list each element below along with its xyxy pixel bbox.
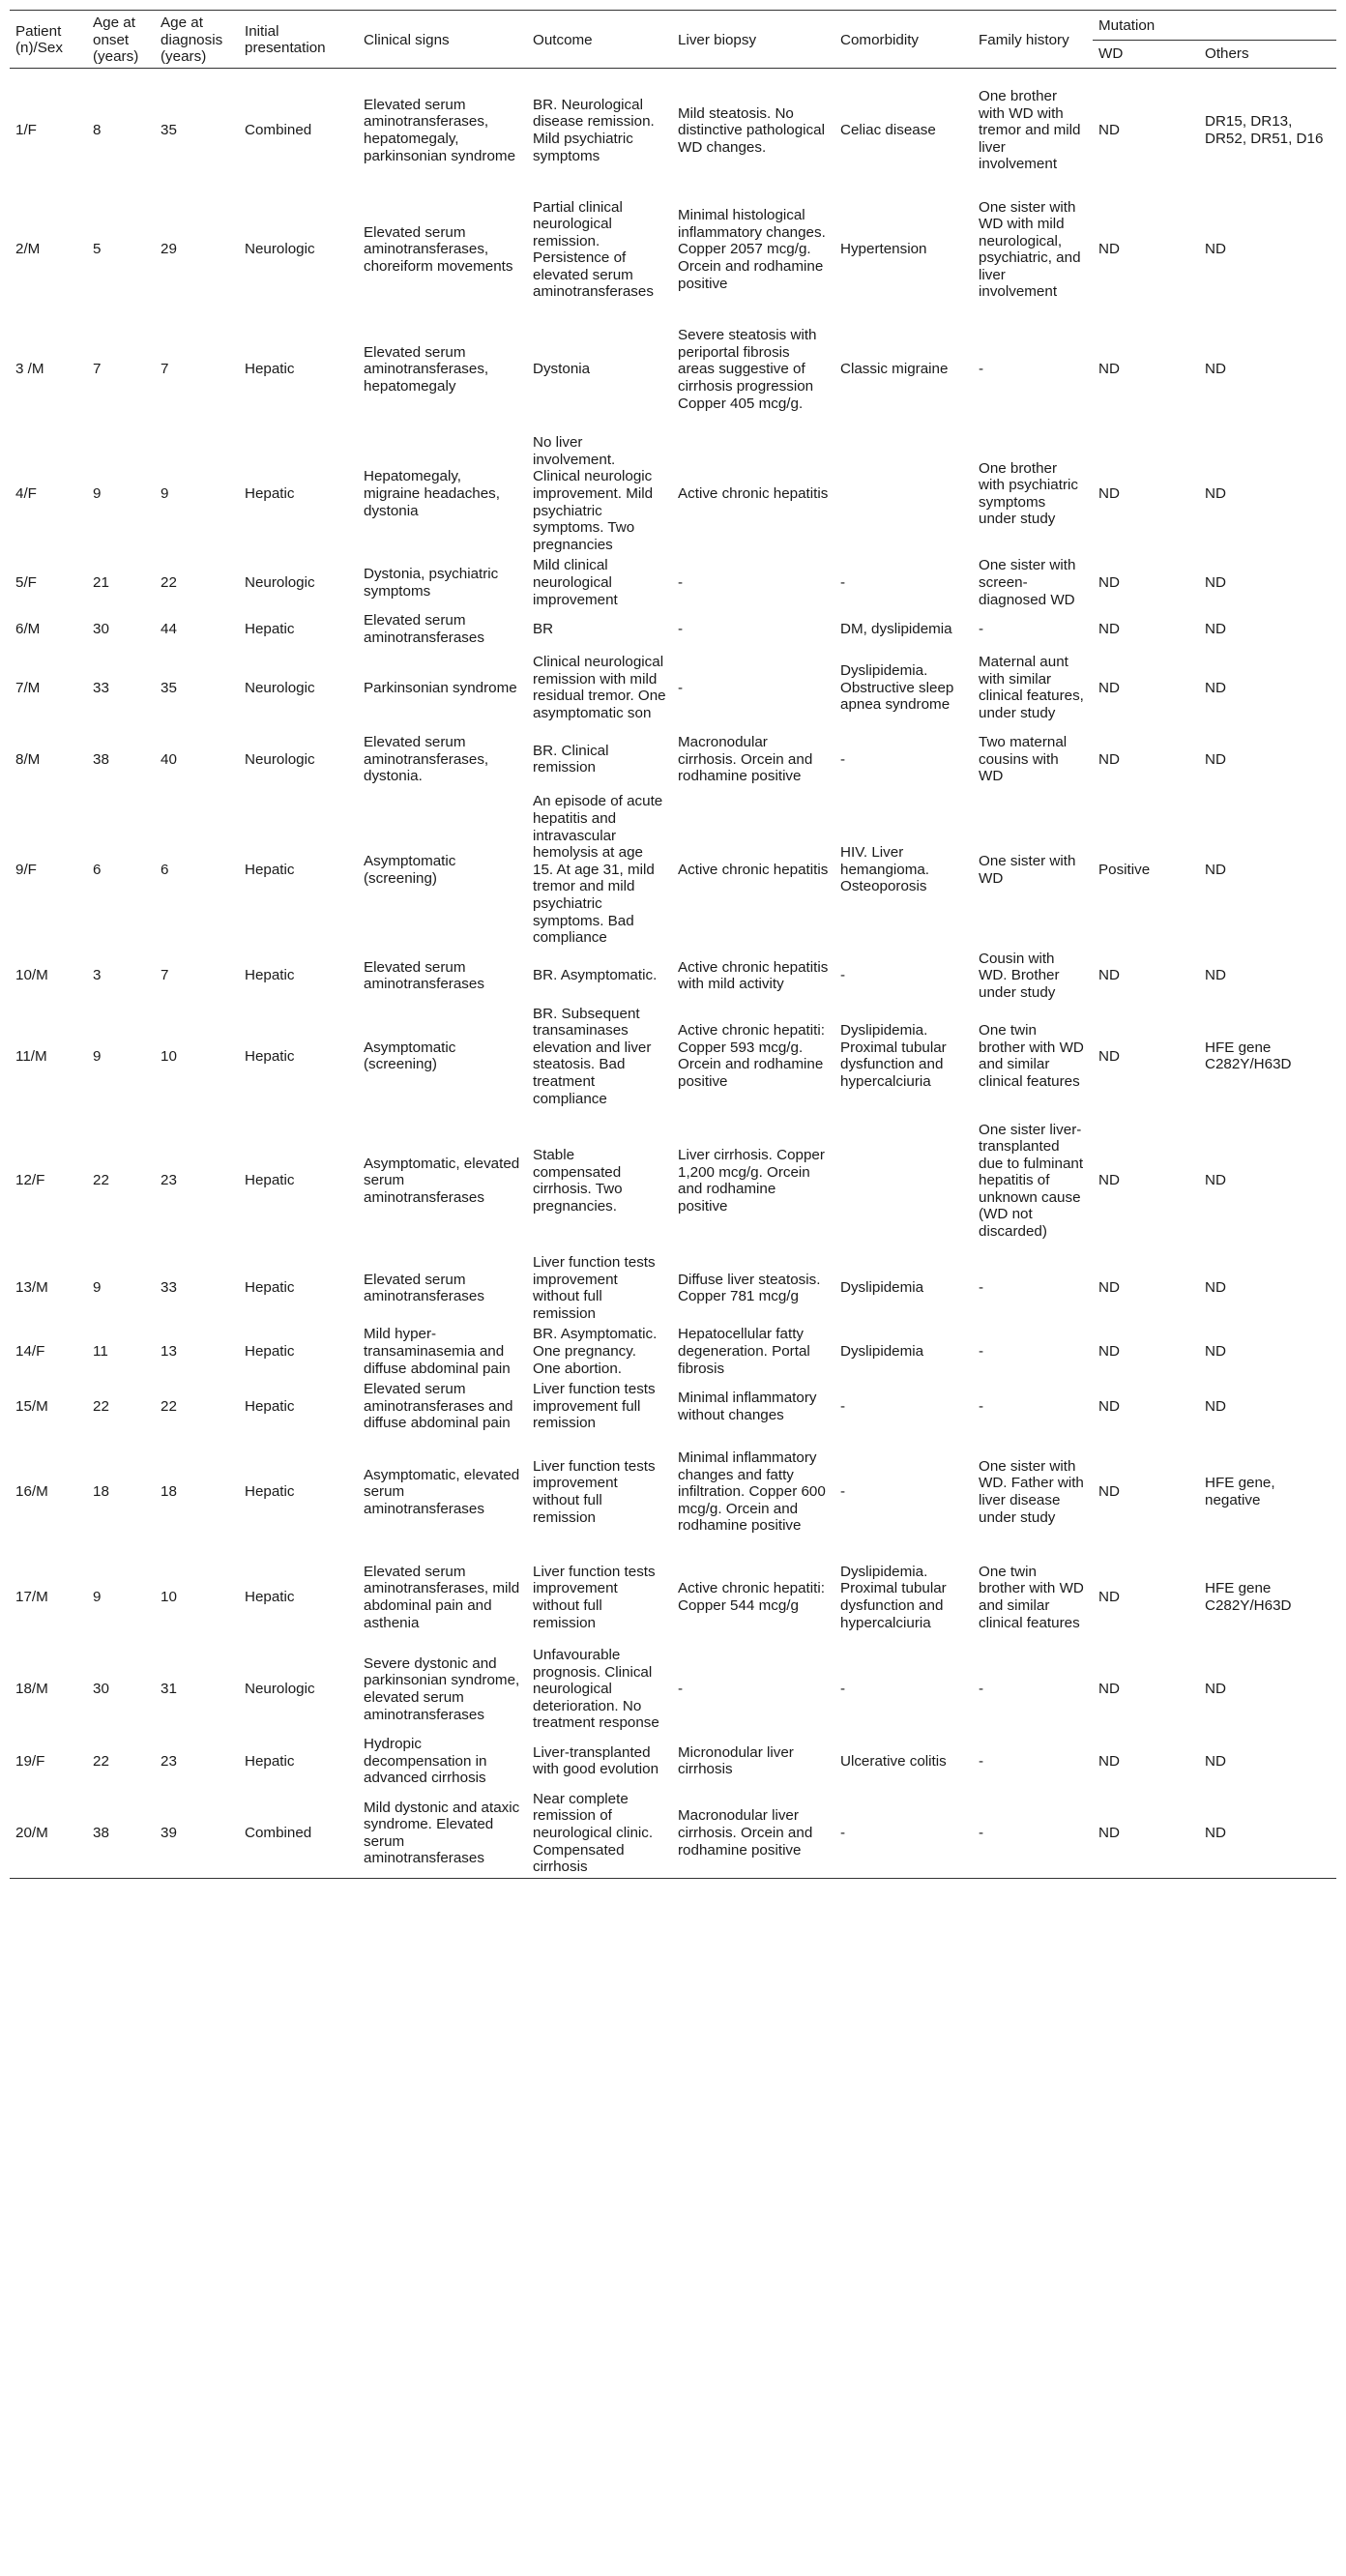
cell-age-diagnosis: 35 bbox=[161, 122, 177, 139]
cell-comorbidity: Dyslipidemia bbox=[840, 1343, 924, 1361]
cell-outcome: Dystonia bbox=[533, 361, 591, 378]
cell-family-history: - bbox=[979, 1279, 984, 1297]
table-row bbox=[10, 610, 1336, 648]
cell-mutation-wd: ND bbox=[1093, 1789, 1199, 1878]
table-row bbox=[10, 555, 1336, 610]
cell-comorbidity: - bbox=[840, 574, 846, 592]
cell-outcome: An episode of acute hepatitis and intravascular hemolysis at age 15. At age 31, mild tremor and mild psychiatric symptoms. Bad compliance bbox=[533, 793, 663, 947]
cell-clinical-signs: Asymptomatic (screening) bbox=[364, 852, 456, 887]
cell-outcome: Liver function tests improvement without full remission bbox=[533, 1254, 656, 1322]
cell-mutation-others: DR15, DR13, DR52, DR51, D16 bbox=[1205, 113, 1324, 148]
cell-clinical-signs: Elevated serum aminotransferases and diffuse abdominal pain bbox=[364, 1381, 513, 1432]
cell-clinical-signs: Parkinsonian syndrome bbox=[364, 679, 517, 696]
cell-age-diagnosis: 13 bbox=[161, 1343, 177, 1361]
cell-mutation-others: ND bbox=[1205, 1279, 1226, 1297]
cell-initial-presentation: Hepatic bbox=[245, 1589, 295, 1606]
patient-table bbox=[10, 10, 1336, 1879]
cell-mutation-others: ND bbox=[1205, 241, 1226, 258]
cell-mutation-others: HFE gene C282Y/H63D bbox=[1205, 1039, 1292, 1073]
cell-age-diagnosis: 10 bbox=[161, 1589, 177, 1606]
cell-liver-biopsy: Macronodular cirrhosis. Orcein and rodhamine positive bbox=[678, 734, 813, 785]
header-comorbidity: Comorbidity bbox=[834, 11, 973, 69]
cell-age-onset: 6 bbox=[93, 861, 102, 878]
cell-mutation-others: ND bbox=[1205, 967, 1226, 984]
cell-age-onset: 9 bbox=[93, 485, 102, 503]
cell-mutation-wd: ND bbox=[1098, 1681, 1120, 1698]
cell-patient: 3 /M bbox=[15, 361, 44, 378]
cell-patient: 15/M bbox=[15, 1397, 48, 1415]
cell-initial-presentation: Hepatic bbox=[245, 361, 295, 378]
cell-family-history: Two maternal cousins with WD bbox=[979, 734, 1068, 785]
table-row bbox=[10, 68, 1336, 192]
cell-clinical-signs: Elevated serum aminotransferases, mild abdominal pain and asthenia bbox=[364, 1563, 520, 1631]
cell-liver-biopsy: - bbox=[678, 1681, 684, 1698]
cell-age-diagnosis: 39 bbox=[155, 1789, 239, 1878]
cell-initial-presentation: Hepatic bbox=[245, 1047, 295, 1065]
cell-mutation-wd: ND bbox=[1098, 1047, 1120, 1065]
cell-mutation-wd: ND bbox=[1098, 621, 1120, 638]
cell-comorbidity: Dyslipidemia. Obstructive sleep apnea syndrome bbox=[840, 662, 954, 714]
cell-outcome: Near complete remission of neurological clinic. Compensated cirrhosis bbox=[527, 1789, 672, 1878]
cell-family-history: One sister with WD. Father with liver disease under study bbox=[979, 1457, 1084, 1526]
cell-family-history: One sister liver-transplanted due to fulminant hepatitis of unknown cause (WD not discarded) bbox=[979, 1121, 1084, 1241]
cell-liver-biopsy: Macronodular liver cirrhosis. Orcein and rodhamine positive bbox=[672, 1789, 834, 1878]
cell-age-diagnosis: 23 bbox=[161, 1172, 177, 1189]
table-row bbox=[10, 1252, 1336, 1324]
cell-comorbidity: - bbox=[840, 1397, 846, 1415]
cell-age-onset: 22 bbox=[93, 1397, 109, 1415]
cell-age-diagnosis: 31 bbox=[161, 1681, 177, 1698]
cell-patient: 17/M bbox=[15, 1589, 48, 1606]
cell-mutation-others: ND bbox=[1205, 621, 1226, 638]
cell-clinical-signs: Mild hyper-transaminasemia and diffuse abdominal pain bbox=[364, 1326, 511, 1377]
cell-age-diagnosis: 40 bbox=[161, 750, 177, 768]
cell-age-diagnosis: 23 bbox=[161, 1752, 177, 1770]
cell-mutation-others: HFE gene, negative bbox=[1205, 1475, 1275, 1509]
cell-outcome: Partial clinical neurological remission. Persistence of elevated serum aminotransferases bbox=[533, 198, 654, 301]
cell-patient: 4/F bbox=[15, 485, 37, 503]
cell-outcome: Stable compensated cirrhosis. Two pregnancies. bbox=[533, 1146, 623, 1215]
header-outcome: Outcome bbox=[527, 11, 672, 69]
cell-initial-presentation: Neurologic bbox=[245, 241, 315, 258]
table-body bbox=[10, 68, 1336, 1878]
table-row bbox=[10, 192, 1336, 307]
cell-mutation-wd: ND bbox=[1098, 1397, 1120, 1415]
cell-mutation-wd: ND bbox=[1098, 361, 1120, 378]
cell-age-onset: 30 bbox=[93, 1681, 109, 1698]
cell-liver-biopsy: Active chronic hepatiti: Copper 593 mcg/g. Orcein and rodhamine positive bbox=[678, 1022, 825, 1090]
cell-mutation-wd: ND bbox=[1098, 1343, 1120, 1361]
cell-age-onset: 9 bbox=[93, 1589, 102, 1606]
cell-outcome: BR. Clinical remission bbox=[533, 742, 609, 776]
cell-age-onset: 8 bbox=[93, 122, 102, 139]
cell-family-history: - bbox=[979, 1343, 984, 1361]
cell-age-onset: 22 bbox=[93, 1172, 109, 1189]
cell-age-onset: 7 bbox=[93, 361, 102, 378]
cell-liver-biopsy: Active chronic hepatitis bbox=[678, 861, 829, 878]
cell-age-onset: 5 bbox=[93, 241, 102, 258]
cell-mutation-others: HFE gene C282Y/H63D bbox=[1205, 1580, 1292, 1615]
cell-patient: 11/M bbox=[15, 1047, 47, 1065]
cell-age-diagnosis: 22 bbox=[161, 574, 177, 592]
cell-clinical-signs: Severe dystonic and parkinsonian syndrome, elevated serum aminotransferases bbox=[364, 1654, 520, 1723]
table-row bbox=[10, 791, 1336, 948]
cell-age-onset: 11 bbox=[93, 1343, 108, 1361]
cell-patient: 14/F bbox=[15, 1343, 45, 1361]
cell-patient: 9/F bbox=[15, 861, 37, 878]
cell-patient: 5/F bbox=[15, 574, 37, 592]
header-liver-biopsy: Liver biopsy bbox=[672, 11, 834, 69]
cell-outcome: No liver involvement. Clinical neurologic improvement. Mild psychiatric symptoms. Two pregnancies bbox=[533, 434, 654, 553]
cell-patient: 19/F bbox=[15, 1752, 45, 1770]
cell-outcome: BR. Asymptomatic. bbox=[533, 967, 658, 984]
cell-initial-presentation: Neurologic bbox=[245, 750, 315, 768]
cell-age-diagnosis: 7 bbox=[161, 967, 169, 984]
table-row bbox=[10, 648, 1336, 727]
cell-comorbidity bbox=[834, 432, 973, 555]
cell-age-onset: 30 bbox=[93, 621, 109, 638]
cell-patient: 16/M bbox=[15, 1483, 48, 1501]
cell-clinical-signs: Asymptomatic, elevated serum aminotransferases bbox=[364, 1155, 520, 1206]
cell-mutation-wd: Positive bbox=[1098, 861, 1151, 878]
cell-mutation-wd: ND bbox=[1098, 1172, 1120, 1189]
cell-outcome: Clinical neurological remission with mild residual tremor. One asymptomatic son bbox=[533, 654, 666, 721]
cell-outcome: Liver function tests improvement without full remission bbox=[533, 1457, 656, 1526]
cell-initial-presentation: Neurologic bbox=[245, 1681, 315, 1698]
cell-mutation-wd: ND bbox=[1098, 122, 1120, 139]
cell-liver-biopsy: Minimal inflammatory without changes bbox=[678, 1390, 817, 1423]
cell-family-history: One twin brother with WD and similar clinical features bbox=[979, 1563, 1084, 1631]
cell-mutation-others: ND bbox=[1205, 1752, 1226, 1770]
cell-comorbidity: Celiac disease bbox=[840, 122, 936, 139]
cell-family-history: Maternal aunt with similar clinical features, under study bbox=[979, 654, 1084, 721]
table-row bbox=[10, 1379, 1336, 1434]
cell-liver-biopsy: Liver cirrhosis. Copper 1,200 mcg/g. Orcein and rodhamine positive bbox=[678, 1146, 825, 1215]
header-age-diagnosis: Age at diagnosis (years) bbox=[155, 11, 239, 69]
cell-age-onset: 38 bbox=[93, 750, 109, 768]
cell-clinical-signs: Hydropic decompensation in advanced cirrhosis bbox=[364, 1736, 487, 1787]
cell-comorbidity: Dyslipidemia. Proximal tubular dysfunction and hypercalciuria bbox=[840, 1563, 947, 1631]
cell-patient: 13/M bbox=[15, 1279, 48, 1297]
cell-outcome: Liver-transplanted with good evolution bbox=[533, 1743, 659, 1778]
cell-comorbidity: Hypertension bbox=[840, 241, 927, 258]
cell-comorbidity: - bbox=[840, 1483, 846, 1501]
table-row bbox=[10, 949, 1336, 1004]
cell-liver-biopsy: Mild steatosis. No distinctive pathological WD changes. bbox=[678, 104, 825, 156]
cell-age-diagnosis: 22 bbox=[161, 1397, 177, 1415]
cell-patient: 20/M bbox=[10, 1789, 87, 1878]
cell-comorbidity: HIV. Liver hemangioma. Osteoporosis bbox=[840, 844, 930, 895]
header-patient: Patient (n)/Sex bbox=[10, 11, 87, 69]
table-row bbox=[10, 1645, 1336, 1734]
cell-clinical-signs: Elevated serum aminotransferases, hepatomegaly bbox=[364, 343, 489, 395]
header-others: Others bbox=[1199, 41, 1336, 69]
cell-liver-biopsy: - bbox=[678, 679, 684, 696]
cell-mutation-wd: ND bbox=[1098, 679, 1120, 696]
cell-age-onset: 9 bbox=[93, 1047, 102, 1065]
cell-liver-biopsy: Micronodular liver cirrhosis bbox=[678, 1743, 794, 1778]
cell-initial-presentation: Combined bbox=[239, 1789, 358, 1878]
cell-age-onset: 18 bbox=[93, 1483, 109, 1501]
cell-initial-presentation: Hepatic bbox=[245, 621, 295, 638]
cell-age-diagnosis: 44 bbox=[161, 621, 177, 638]
cell-clinical-signs: Dystonia, psychiatric symptoms bbox=[364, 566, 499, 600]
cell-liver-biopsy: Minimal histological inflammatory changes. Copper 2057 mcg/g. Orcein and rodhamine positive bbox=[678, 207, 826, 292]
cell-comorbidity: Dyslipidemia bbox=[840, 1279, 924, 1297]
cell-initial-presentation: Hepatic bbox=[245, 1397, 295, 1415]
cell-age-diagnosis: 35 bbox=[161, 679, 177, 696]
cell-mutation-others: ND bbox=[1199, 1789, 1336, 1878]
cell-patient: 2/M bbox=[15, 241, 41, 258]
cell-liver-biopsy: Active chronic hepatitis bbox=[678, 485, 829, 503]
cell-age-onset: 3 bbox=[93, 967, 102, 984]
cell-family-history: One brother with psychiatric symptoms under study bbox=[979, 459, 1078, 528]
cell-mutation-others: ND bbox=[1205, 574, 1226, 592]
cell-initial-presentation: Hepatic bbox=[245, 1343, 295, 1361]
cell-liver-biopsy: - bbox=[678, 621, 684, 638]
cell-clinical-signs: Elevated serum aminotransferases, choreiform movements bbox=[364, 223, 513, 276]
cell-outcome: BR bbox=[533, 621, 554, 638]
cell-comorbidity: - bbox=[840, 750, 846, 768]
cell-mutation-wd: ND bbox=[1098, 1279, 1120, 1297]
table-row bbox=[10, 727, 1336, 791]
cell-age-onset: 9 bbox=[93, 1279, 102, 1297]
cell-initial-presentation: Hepatic bbox=[245, 1279, 295, 1297]
cell-age-diagnosis: 18 bbox=[161, 1483, 177, 1501]
cell-comorbidity: - bbox=[840, 967, 846, 984]
cell-patient: 1/F bbox=[15, 122, 37, 139]
cell-outcome: BR. Asymptomatic. One pregnancy. One abortion. bbox=[533, 1326, 658, 1377]
cell-patient: 18/M bbox=[15, 1681, 48, 1698]
table-header bbox=[10, 11, 1336, 69]
cell-mutation-others: ND bbox=[1205, 861, 1226, 878]
table-row bbox=[10, 1789, 1336, 1878]
cell-patient: 12/F bbox=[15, 1172, 45, 1189]
table-row bbox=[10, 1434, 1336, 1550]
cell-family-history: - bbox=[973, 1789, 1093, 1878]
table-row bbox=[10, 1324, 1336, 1379]
cell-liver-biopsy: Hepatocellular fatty degeneration. Portal fibrosis bbox=[678, 1326, 810, 1377]
cell-mutation-wd: ND bbox=[1098, 1589, 1120, 1606]
cell-comorbidity bbox=[834, 1109, 973, 1252]
cell-clinical-signs: Elevated serum aminotransferases, hepatomegaly, parkinsonian syndrome bbox=[364, 96, 516, 164]
cell-initial-presentation: Hepatic bbox=[245, 861, 295, 878]
cell-age-diagnosis: 33 bbox=[161, 1279, 177, 1297]
cell-initial-presentation: Hepatic bbox=[245, 967, 295, 984]
cell-initial-presentation: Neurologic bbox=[245, 574, 315, 592]
cell-family-history: - bbox=[979, 361, 984, 378]
cell-clinical-signs: Asymptomatic, elevated serum aminotransferases bbox=[364, 1466, 520, 1517]
cell-mutation-others: ND bbox=[1205, 750, 1226, 768]
table-row bbox=[10, 432, 1336, 555]
cell-comorbidity: - bbox=[840, 1681, 846, 1698]
cell-clinical-signs: Asymptomatic (screening) bbox=[364, 1039, 456, 1073]
cell-mutation-wd: ND bbox=[1098, 1752, 1120, 1770]
cell-initial-presentation: Hepatic bbox=[245, 1483, 295, 1501]
cell-mutation-others: ND bbox=[1205, 485, 1226, 503]
cell-mutation-others: ND bbox=[1205, 361, 1226, 378]
cell-clinical-signs: Elevated serum aminotransferases bbox=[364, 612, 484, 646]
cell-family-history: One twin brother with WD and similar clinical features bbox=[979, 1022, 1084, 1090]
cell-initial-presentation: Combined bbox=[245, 122, 312, 139]
header-initial-presentation: Initial presentation bbox=[239, 11, 358, 69]
cell-outcome: BR. Subsequent transaminases elevation and liver steatosis. Bad treatment compliance bbox=[533, 1005, 652, 1107]
cell-family-history: - bbox=[979, 621, 984, 638]
cell-clinical-signs: Elevated serum aminotransferases bbox=[364, 1271, 484, 1305]
cell-comorbidity: - bbox=[834, 1789, 973, 1878]
header-clinical-signs: Clinical signs bbox=[358, 11, 527, 69]
cell-family-history: - bbox=[979, 1397, 984, 1415]
cell-comorbidity: Classic migraine bbox=[840, 361, 949, 378]
cell-clinical-signs: Mild dystonic and ataxic syndrome. Elevated serum aminotransferases bbox=[358, 1789, 527, 1878]
table-row bbox=[10, 1109, 1336, 1252]
cell-age-onset: 21 bbox=[93, 574, 109, 592]
cell-age-diagnosis: 29 bbox=[161, 241, 177, 258]
cell-patient: 7/M bbox=[15, 679, 41, 696]
cell-age-onset: 38 bbox=[87, 1789, 155, 1878]
cell-liver-biopsy: Diffuse liver steatosis. Copper 781 mcg/g bbox=[678, 1271, 821, 1305]
cell-mutation-wd: ND bbox=[1098, 1483, 1120, 1501]
cell-outcome: BR. Neurological disease remission. Mild psychiatric symptoms bbox=[533, 96, 655, 164]
cell-family-history: One sister with screen-diagnosed WD bbox=[979, 557, 1076, 608]
cell-age-onset: 22 bbox=[93, 1752, 109, 1770]
cell-family-history: Cousin with WD. Brother under study bbox=[979, 950, 1060, 1001]
cell-family-history: - bbox=[979, 1752, 984, 1770]
cell-outcome: Liver function tests improvement full remission bbox=[533, 1381, 656, 1432]
cell-mutation-wd: ND bbox=[1098, 574, 1120, 592]
cell-outcome: Unfavourable prognosis. Clinical neurological deterioration. No treatment response bbox=[533, 1647, 659, 1732]
cell-outcome: Mild clinical neurological improvement bbox=[533, 557, 618, 608]
cell-age-diagnosis: 10 bbox=[161, 1047, 177, 1065]
table-row bbox=[10, 1550, 1336, 1645]
cell-family-history: One sister with WD with mild neurological, psychiatric, and liver involvement bbox=[979, 198, 1081, 301]
cell-patient: 6/M bbox=[15, 621, 41, 638]
cell-family-history: One brother with WD with tremor and mild liver involvement bbox=[979, 88, 1081, 173]
cell-comorbidity: Ulcerative colitis bbox=[840, 1752, 947, 1770]
header-row-1 bbox=[10, 11, 1336, 41]
cell-family-history: One sister with WD bbox=[979, 852, 1076, 887]
cell-clinical-signs: Elevated serum aminotransferases, dystonia. bbox=[364, 734, 489, 785]
cell-mutation-others: ND bbox=[1205, 1172, 1226, 1189]
cell-initial-presentation: Hepatic bbox=[245, 1752, 295, 1770]
cell-liver-biopsy: Severe steatosis with periportal fibrosis areas suggestive of cirrhosis progression Copper 405 mcg/g. bbox=[678, 327, 817, 412]
cell-clinical-signs: Hepatomegaly, migraine headaches, dystonia bbox=[364, 468, 500, 519]
cell-mutation-others: ND bbox=[1205, 1343, 1226, 1361]
cell-age-onset: 33 bbox=[93, 679, 109, 696]
table-row bbox=[10, 1734, 1336, 1789]
table-row bbox=[10, 1004, 1336, 1110]
cell-liver-biopsy: - bbox=[678, 574, 684, 592]
cell-family-history: - bbox=[979, 1681, 984, 1698]
cell-mutation-wd: ND bbox=[1098, 241, 1120, 258]
cell-comorbidity: Dyslipidemia. Proximal tubular dysfunction and hypercalciuria bbox=[840, 1022, 947, 1090]
header-age-onset: Age at onset (years) bbox=[87, 11, 155, 69]
cell-initial-presentation: Hepatic bbox=[245, 485, 295, 503]
cell-mutation-wd: ND bbox=[1098, 967, 1120, 984]
header-family-history: Family history bbox=[973, 11, 1093, 69]
cell-liver-biopsy: Active chronic hepatiti: Copper 544 mcg/g bbox=[678, 1580, 825, 1615]
cell-age-diagnosis: 6 bbox=[161, 861, 169, 878]
cell-initial-presentation: Hepatic bbox=[245, 1172, 295, 1189]
cell-mutation-wd: ND bbox=[1098, 750, 1120, 768]
cell-liver-biopsy: Active chronic hepatitis with mild activity bbox=[678, 958, 829, 993]
cell-comorbidity: DM, dyslipidemia bbox=[840, 621, 952, 638]
cell-age-diagnosis: 7 bbox=[161, 361, 169, 378]
cell-initial-presentation: Neurologic bbox=[245, 679, 315, 696]
cell-patient: 8/M bbox=[15, 750, 41, 768]
cell-mutation-others: ND bbox=[1205, 1681, 1226, 1698]
cell-mutation-wd: ND bbox=[1098, 485, 1120, 503]
cell-mutation-others: ND bbox=[1205, 679, 1226, 696]
header-wd: WD bbox=[1093, 41, 1199, 69]
header-mutation: Mutation bbox=[1093, 11, 1336, 41]
cell-patient: 10/M bbox=[15, 967, 48, 984]
table-row bbox=[10, 307, 1336, 432]
cell-age-diagnosis: 9 bbox=[161, 485, 169, 503]
cell-mutation-others: ND bbox=[1205, 1397, 1226, 1415]
cell-outcome: Liver function tests improvement without full remission bbox=[533, 1563, 656, 1631]
cell-liver-biopsy: Minimal inflammatory changes and fatty infiltration. Copper 600 mcg/g. Orcein and rodhamine positive bbox=[678, 1449, 826, 1535]
cell-clinical-signs: Elevated serum aminotransferases bbox=[364, 958, 484, 993]
